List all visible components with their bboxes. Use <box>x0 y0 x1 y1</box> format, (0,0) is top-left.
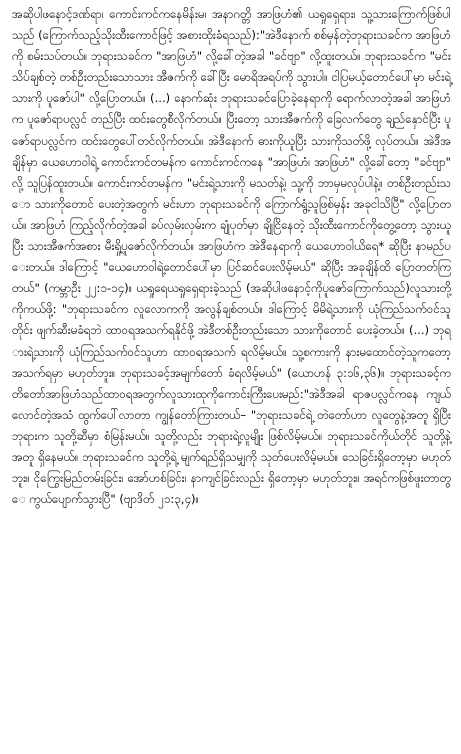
body-text: အဆိုပါဖနောင့်ဒဏ်ရာ၊ ကောင်းကင်ကနေမိန်းမ၊ အနာဂတ္တိ အာဖြဟံ၏ ယရှုရှေရား၊ သူ့သားကြောက်ဖြစ်ပါသည် (ကြောက်သည့်သိုးထီးကောင်ဖြင့် အစားထိုးခံရသည်):"အဲဒီနောက် စစ်မှန်တဲ့ဘုရားသခင်က အာဖြဟံကို စမ်းသပ်တယ်။ ဘုရားသခင်က "အာဖြဟံ" လို့ခေါ်တဲ့အခါ "ခင်ဗျာ" လို့ထူးတယ်။ ဘုရားသခင်က "မင်းသိပ်ချစ်တဲ့ တစ်ဦးတည်းသောသား အီဇက်ကို ခေါ်ပြီး မောရိအရပ်ကို သွားပါ။ ငါပြမယ့်တောင်ပေါ်မှာ မင်းရဲ့သားကို ပူဇော်ပါ" လို့ပြောတယ်။ (...) နောက်ဆုံး ဘုရားသခင်ပြောခဲ့နေရာကို ရောက်လာတဲ့အခါ အာဖြဟံက ပူဇော်ရာပလ္လင် တည်ပြီး ထင်းတွေစီလိုက်တယ်။ ပြီးတော့ သားအီဇက်ကို ခြေလက်တွေ ချည်နှောင်ပြီး ပူဇော်ရာပလ္လင်က ထင်းတွေပေါ်တင်လိုက်တယ်။ အဲဒီနောက် ဓားကိုယူပြီး သားကိုသတ်ဖို့ လုပ်တယ်။ အဲဒီအချိန်မှာ ယေဟောဝါရဲ့ ကောင်းကင်တမန်က ကောင်းကင်ကနေ "အာဖြဟံ၊ အာဖြဟံ" လို့ခေါ်တော့ "ခင်ဗျာ" လို့ သူပြန်ထူးတယ်။ ကောင်းကင်တမန်က "မင်းရဲ့သားကို မသတ်နဲ့၊ သူ့ကို ဘာမှမလုပ်ပါနဲ့။ တစ်ဦးတည်းသော သားကိုတောင် ပေးတဲ့အတွက် မင်းဟာ ဘုရားသခင်ကို ကြောက်ရွံ့သူဖြစ်မှန်း အခုငါသိပြီ" လို့ပြောတယ်။ အာဖြဟံ ကြည့်လိုက်တဲ့အခါ ခပ်လှမ်းလှမ်းက ချုံပုတ်မှာ ချိုငြိနေတဲ့ သိုးထီးကောင်ကိုတွေ့တော့ သွားယူပြီး သားအီဇက်အစား မီးရှို့ပူဇော်လိုက်တယ်။ အာဖြဟံက အဲဒီနေရာကို ယေဟောဝါယိရေ* ဆိုပြီး နာမည်ပေးတယ်။ ဒါကြောင့် "ယေဟောဝါရဲ့တောင်ပေါ်မှာ ပြင်ဆင်ပေးလိမ့်မယ်" ဆိုပြီး အခုချိန်ထိ ပြောတတ်ကြတယ်" (ကမ္ဘာဦး ၂၂:၁-၁၄)။ ယရှုရေယရှုရှေရားခဲ့သည် (အဆိုပါဖနောင့်ကိုပူဇော်ကြောက်သည်)လူသားတို့ကိုကယ်ဖို့: "ဘုရားသခင်က လူလောကကို အလွန်ချစ်တယ်။ ဒါကြောင့် မိမိရဲ့သားကို ယုံကြည်သက်ဝင်သူတိုင်း ဖျက်ဆီးမခံရဘဲ ထာဝရအသက်ရနိုင်ဖို့ အဲဒီတစ်ဦးတည်းသော သားကိုတောင် ပေးခဲ့တယ်။ (...) ဘုရားရဲ့သားကို ယုံကြည်သက်ဝင်သူဟာ ထာဝရအသက် ရလိမ့်မယ်။ သူ့စကားကို နားမထောင်တဲ့သူကတော့ အသက်ရမှာ မဟုတ်ဘူး။ ဘုရားသခင့်အမျက်တော် ခံရလိမ့်မယ်" (ယောဟန် ၃:၁၆,၃၆)။ ဘုရားသခင့်ကတိတော်အာဖြဟံသည်ထာဝရအတွက်လူသားထုကိုကောင်းကြီးပေးမည်:"အဲဒီအခါ ရာဇပလ္လင်ကနေ ကျယ်လောင်တဲ့အသံ ထွက်ပေါ်လာတာ ကျွန်တော်ကြားတယ်– "ဘုရားသခင်ရဲ့ တဲတော်ဟာ လူတွေနဲ့အတူ ရှိပြီး ဘုရားက သူတို့ဆီမှာ စံမြန်းမယ်။ သူတို့လည်း ဘုရားရဲ့လူမျိုး ဖြစ်လိမ့်မယ်။ ဘုရားသခင်ကိုယ်တိုင် သူတို့နဲ့အတူ ရှိနေမယ်။ ဘုရားသခင်က သူတို့ရဲ့ မျက်ရည်ရှိသမျှကို သုတ်ပေးလိမ့်မယ်။ သေခြင်းရှိတော့မှာ မဟုတ်ဘူး။ ငိုကြွေးမြည်တမ်းခြင်း၊ အော်ဟစ်ခြင်း၊ နာကျင်ခြင်းလည်း ရှိတော့မှာ မဟုတ်ဘူး။ အရင်ကဖြစ်ဖူးတာတွေ ကွယ်ပျောက်သွားပြီ" (ဗျာဒိတ် ၂၁:၃,၄)။ <box>12 7 451 507</box>
